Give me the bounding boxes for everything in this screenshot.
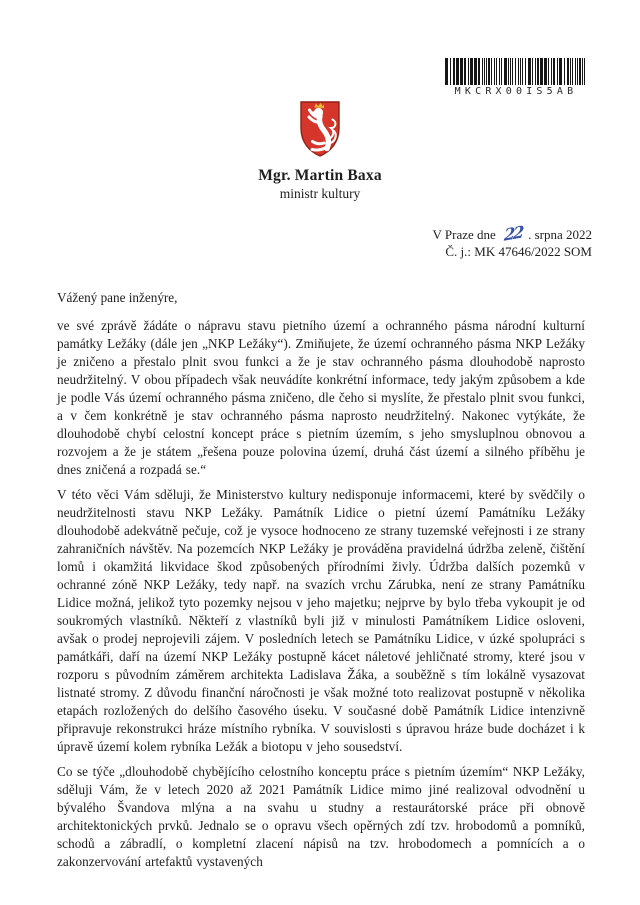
date-line — [432, 222, 592, 245]
paragraph-3: Co se týče „dlouhodobě chybějícího celostního konceptu práce s pietním územím“ NKP Ležáky, sděluji Vám, že v letech 2020 až 2021 Památník Lidice mimo jiné realizoval odvodnění u bývalého Švandova mlýna a na svahu u studny a restaurátorské práce při obnově architektonických prvků. Jednalo se o opravu všech opěrných zdí tzv. hrobodomů a pomníků, schodů a zábradlí, o kompletní zlacení nápisů na tzv. hrobodomech a pomnících a o zakonzervování artefaktů vystavených — [57, 764, 585, 869]
date-prefix: V Praze dne — [432, 227, 496, 242]
barcode-bars-icon — [435, 58, 597, 85]
paragraph-1: ve své zprávě žádáte o nápravu stavu pietního území a ochranného pásma národní kulturní památky Ležáky (dále jen „NKP Ležáky“). Zmiňujete, že území ochranného pásma NKP Ležáky je zničeno a přestalo plnit svou funkci a že je stav ochranného pásma dlouhodobě naprosto neudržitelný. V obou případech však neuvádíte konkrétní informace, tedy jakým způsobem a kde je podle Vás území ochranného pásma zničeno, dle čeho si myslíte, že přestalo plnit svou funkci, a v čem konkrétně je stav ochranného pásma naprosto neudržitelný. Nakonec vytýkáte, že dlouhodobě chybí celostní koncept práce s pietním územím, s jeho smysluplnou obnovou a rozvojem a že je státem „řešena pouze polovina území, druhá část území a silného příběhu je dnes zničená a rozpadá se.“ — [57, 318, 585, 477]
sender-title: ministr kultury — [279, 186, 361, 202]
barcode — [435, 58, 597, 97]
letter-body — [57, 289, 585, 878]
coat-of-arms-icon — [297, 99, 343, 160]
salutation: Vážený pane inženýre, — [57, 290, 178, 305]
reference-block — [432, 222, 592, 260]
barcode-label: MKCRX00IS5AB — [454, 86, 578, 97]
handwritten-day: 22 — [503, 222, 523, 245]
sender-block — [0, 166, 640, 203]
sender-name: Mgr. Martin Baxa — [258, 167, 382, 184]
date-suffix: . srpna 2022 — [528, 227, 592, 242]
file-number: Č. j.: MK 47646/2022 SOM — [445, 244, 592, 259]
paragraph-2: V této věci Vám sděluji, že Ministerstvo kultury nedisponuje informacemi, které by svědčily o neudržitelnosti stavu NKP Ležáky. Památník Lidice o pietní území Památníku Ležáky dlouhodobě adekvátně pečuje, což je vysoce hodnoceno ze strany tuzemské veřejnosti i ze strany zahraničních návštěv. Na pozemcích NKP Ležáky je prováděna pravidelná údržba zeleně, čištění lomů i okamžitá likvidace škod způsobených přírodními živly. Údržba dalších pozemků v ochranné zóně NKP Ležáky, tedy např. na svazích vrchu Zárubka, není ze strany Památníku Lidice možná, jelikož tyto pozemky nejsou v jeho majetku; nejprve by bylo třeba vykoupit je od soukromých vlastníků. Někteří z vlastníků byli již v minulosti Památníkem Lidice osloveni, avšak o prodej neprojevili zájem. V posledních letech se Památníku Lidice, v úzké spolupráci s památkáři, daří na území NKP Ležáky postupně kácet náletové jehličnaté stromy, které jsou v rozporu s původním záměrem architekta Ladislava Žáka, a souběžně s tím lokálně vysazovat listnaté stromy. Z důvodu finanční náročnosti je však možné toto realizovat postupně v několika etapách rozložených do delšího časového úseku. V současné době Památník Lidice intenzivně připravuje rekonstrukci hráze místního rybníka. V souvislosti s úpravou hráze bude docházet i k úpravě území kolem rybníka Ležák a biotopu v jeho sousedství. — [57, 487, 585, 754]
